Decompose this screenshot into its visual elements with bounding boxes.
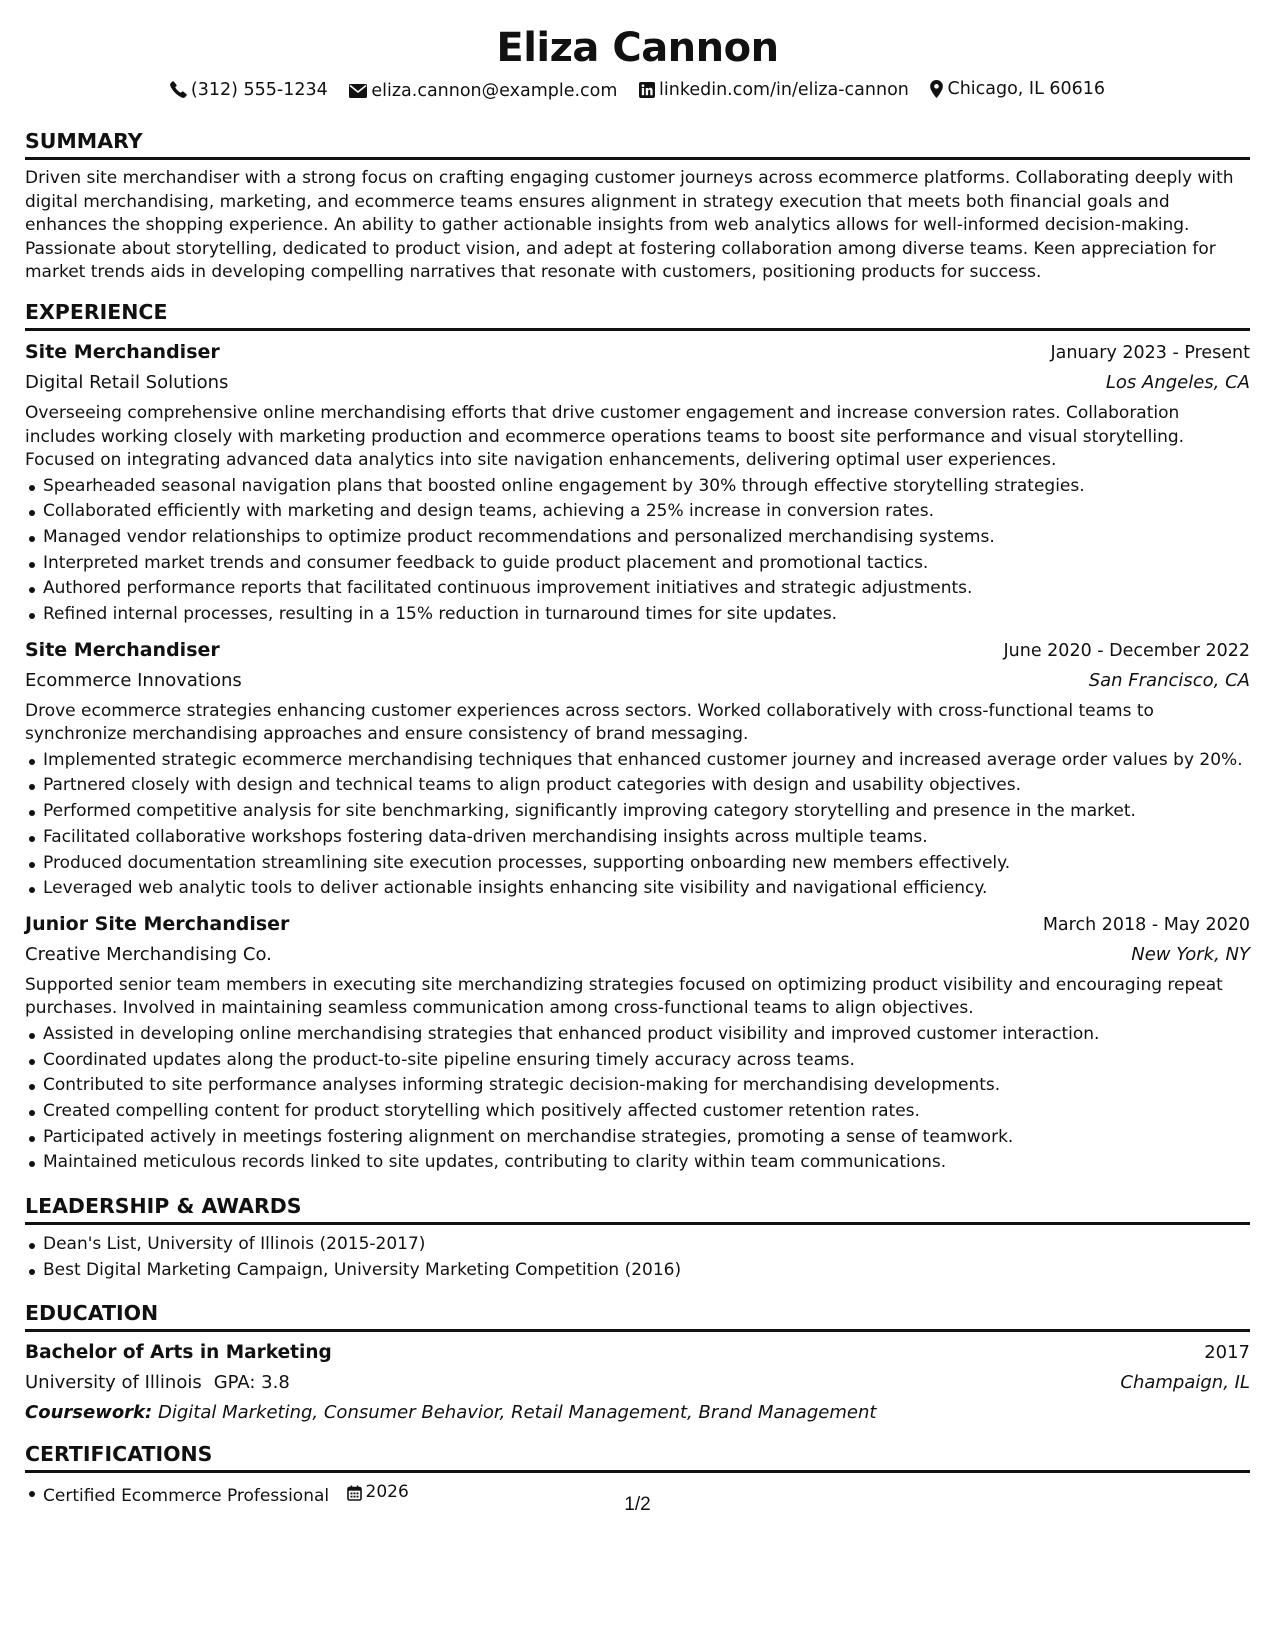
company-name: Creative Merchandising Co. [25, 943, 272, 965]
contact-phone[interactable] [170, 78, 328, 102]
page-number: 1/2 [624, 1494, 651, 1515]
school-name: University of Illinois [25, 1372, 202, 1393]
map-pin-icon [930, 80, 943, 98]
section-heading-certifications: CERTIFICATIONS [25, 1441, 1250, 1473]
list-item: Performed competitive analysis for site benchmarking, significantly improving category storytelling and presence in the market. [25, 799, 1250, 825]
job-dates: January 2023 - Present [1050, 343, 1250, 363]
job-bullets [25, 474, 1250, 628]
phone-icon [170, 81, 187, 98]
job-entry [25, 338, 1250, 628]
summary-section [25, 128, 1250, 285]
job-dates: June 2020 - December 2022 [1003, 640, 1250, 661]
section-heading-experience: EXPERIENCE [25, 299, 1250, 331]
section-heading-leadership: LEADERSHIP & AWARDS [25, 1193, 1250, 1225]
job-description: Supported senior team members in executing site merchandizing strategies focused on optimizing product visibility and encouraging repeat purchases. Involved in maintaining seamless communication among cross-functional teams to align objectives. [25, 974, 1223, 1019]
list-item: Coordinated updates along the product-to-site pipeline ensuring timely accuracy across teams. [25, 1048, 1250, 1074]
list-item: Managed vendor relationships to optimize product recommendations and personalized merchandising systems. [25, 525, 1250, 551]
job-bullets [25, 748, 1250, 902]
resume-page [25, 0, 1250, 1650]
experience-section [25, 299, 1250, 1184]
job-location: Los Angeles, CA [1105, 372, 1250, 393]
graduation-year: 2017 [1204, 1342, 1250, 1363]
contact-email[interactable] [349, 79, 617, 103]
gpa: GPA: 3.8 [213, 1372, 290, 1393]
candidate-name: Eliza Cannon [496, 25, 779, 71]
school-line [25, 1368, 290, 1398]
list-item: Implemented strategic ecommerce merchandising techniques that enhanced customer journey and increased average order values by 20%. [25, 748, 1250, 774]
job-location: San Francisco, CA [1088, 669, 1250, 691]
job-title: Junior Site Merchandiser [25, 912, 290, 935]
list-item: Collaborated efficiently with marketing and design teams, achieving a 25% increase in conversion rates. [25, 499, 1250, 525]
certification-year: 2026 [365, 1482, 409, 1502]
list-item: Leveraged web analytic tools to deliver actionable insights enhancing site visibility and navigational efficiency. [25, 876, 1250, 902]
job-location: New York, NY [1131, 943, 1250, 965]
job-entry [25, 636, 1250, 902]
job-bullets [25, 1022, 1250, 1176]
list-item: Dean's List, University of Illinois (2015-2017) [25, 1232, 1250, 1258]
school-location: Champaign, IL [1120, 1372, 1250, 1393]
list-item: Refined internal processes, resulting in a 15% reduction in turnaround times for site updates. [25, 602, 1250, 628]
list-item: Spearheaded seasonal navigation plans that boosted online engagement by 30% through effective storytelling strategies. [25, 474, 1250, 500]
coursework-list: Digital Marketing, Consumer Behavior, Retail Management, Brand Management [157, 1402, 877, 1423]
awards-list [25, 1232, 1250, 1283]
list-item: Maintained meticulous records linked to site updates, contributing to clarity within team communications. [25, 1150, 1250, 1176]
section-heading-summary: SUMMARY [25, 128, 1250, 160]
job-title: Site Merchandiser [25, 341, 220, 363]
linkedin-icon [639, 82, 655, 98]
location-text: Chicago, IL 60616 [947, 79, 1106, 99]
job-dates: March 2018 - May 2020 [1042, 914, 1250, 935]
leadership-section [25, 1193, 1250, 1283]
contact-location [930, 77, 1105, 101]
job-title: Site Merchandiser [25, 638, 220, 661]
company-name: Digital Retail Solutions [25, 372, 229, 393]
coursework [25, 1398, 1250, 1428]
coursework-label: Coursework: [25, 1402, 153, 1423]
section-heading-education: EDUCATION [25, 1300, 1250, 1332]
list-item: Created compelling content for product storytelling which positively affected customer retention rates. [25, 1099, 1250, 1125]
list-item: Participated actively in meetings fostering alignment on merchandise strategies, promoting a sense of teamwork. [25, 1125, 1250, 1151]
list-item: Facilitated collaborative workshops fostering data-driven merchandising insights across multiple teams. [25, 825, 1250, 851]
summary-text: Driven site merchandiser with a strong focus on crafting engaging customer journeys across ecommerce platforms. Collaborating deeply with digital merchandising, marketing, and ecommerce teams ensures alignment in strategy execution that meets both financial goals and enhances the shopping experience. An ability to gather actionable insights from web analytics allows for well-informed decision-making. Passionate about storytelling, dedicated to product vision, and adept at fostering collaboration among diverse teams. Keen appreciation for market trends aids in developing compelling narratives that resonate with customers, positioning products for success. [25, 168, 1234, 282]
list-item: Authored performance reports that facilitated continuous improvement initiatives and strategic adjustments. [25, 576, 1250, 602]
linkedin-text: linkedin.com/in/eliza-cannon [659, 80, 909, 100]
list-item: Best Digital Marketing Campaign, University Marketing Competition (2016) [25, 1258, 1250, 1284]
list-item: Contributed to site performance analyses informing strategic decision-making for merchandising developments. [25, 1073, 1250, 1099]
certification-name: Certified Ecommerce Professional [43, 1485, 330, 1506]
list-item: Assisted in developing online merchandising strategies that enhanced product visibility and improved customer interaction. [25, 1022, 1250, 1048]
list-item: Partnered closely with design and technical teams to align product categories with design and usability objectives. [25, 773, 1250, 799]
contact-info [25, 77, 1250, 101]
education-section [25, 1300, 1250, 1428]
email-text: eliza.cannon@example.com [371, 81, 618, 101]
company-name: Ecommerce Innovations [25, 669, 242, 691]
envelope-icon [349, 84, 367, 98]
contact-linkedin[interactable] [639, 78, 909, 102]
job-description: Overseeing comprehensive online merchandising efforts that drive customer engagement and increase conversion rates. Collaboration includes working closely with marketing production and ecommerce operations teams to boost site performance and visual storytelling. Focused on integrating advanced data analytics into site navigation enhancements, delivering optimal user experiences. [25, 403, 1185, 470]
job-description: Drove ecommerce strategies enhancing customer experiences across sectors. Worked collaboratively with cross-functional teams to synchronize merchandising approaches and ensure consistency of brand messaging. [25, 700, 1154, 745]
degree-title: Bachelor of Arts in Marketing [25, 1342, 332, 1363]
job-entry [25, 910, 1250, 1176]
list-item: Interpreted market trends and consumer feedback to guide product placement and promotional tactics. [25, 551, 1250, 577]
phone-text: (312) 555-1234 [190, 79, 328, 100]
list-item: Produced documentation streamlining site execution processes, supporting onboarding new members effectively. [25, 851, 1250, 877]
